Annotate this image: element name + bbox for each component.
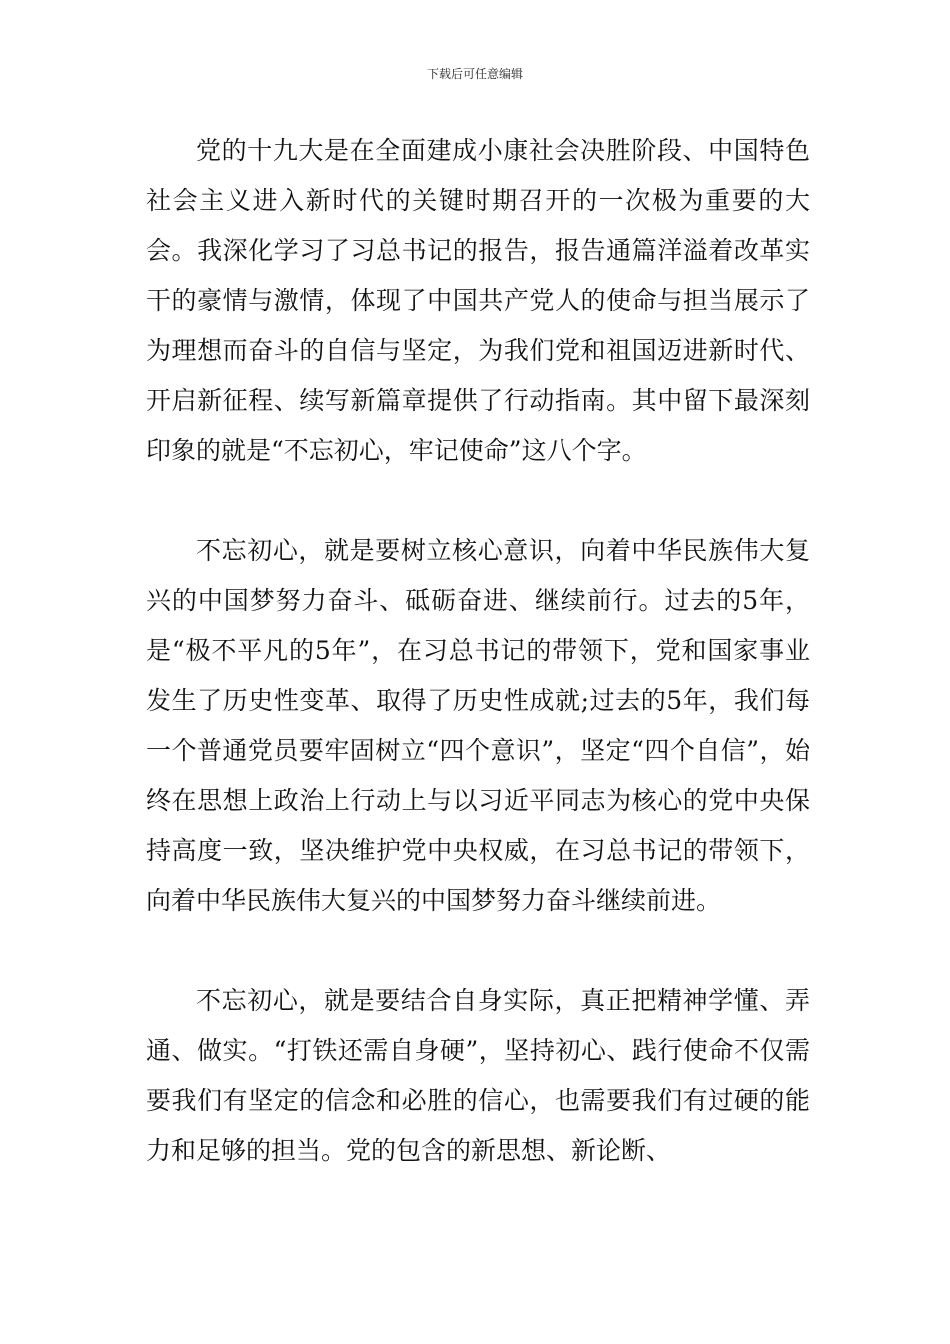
paragraph-3: 不忘初心，就是要结合自身实际，真正把精神学懂、弄通、做实。“打铁还需自身硬”，坚持初心、践行使命不仅需要我们有坚定的信念和必胜的信心，也需要我们有过硬的能力和足够的担当。党的包含的新思想、新论断、 [146, 986, 810, 1165]
paragraph-2: 不忘初心，就是要树立核心意识，向着中华民族伟大复兴的中国梦努力奋斗、砥砺奋进、继续前行。过去的5年，是“极不平凡的5年”，在习总书记的带领下，党和国家事业发生了历史性变革、取得了历史性成就;过去的5年，我们每一个普通党员要牢固树立“四个意识”，坚定“四个自信”，始终在思想上政治上行动上与以习近平同志为核心的党中央保持高度一致，坚决维护党中央权威，在习总书记的带领下，向着中华民族伟大复兴的中国梦努力奋斗继续前进。 [146, 536, 810, 915]
document-body [146, 126, 810, 1176]
page-header-note: 下载后可任意编辑 [426, 67, 523, 81]
paragraph-1: 党的十九大是在全面建成小康社会决胜阶段、中国特色社会主义进入新时代的关键时期召开的一次极为重要的大会。我深化学习了习总书记的报告，报告通篇洋溢着改革实干的豪情与激情，体现了中国共产党人的使命与担当展示了为理想而奋斗的自信与坚定，为我们党和祖国迈进新时代、开启新征程、续写新篇章提供了行动指南。其中留下最深刻印象的就是“不忘初心，牢记使命”这八个字。 [146, 136, 810, 465]
